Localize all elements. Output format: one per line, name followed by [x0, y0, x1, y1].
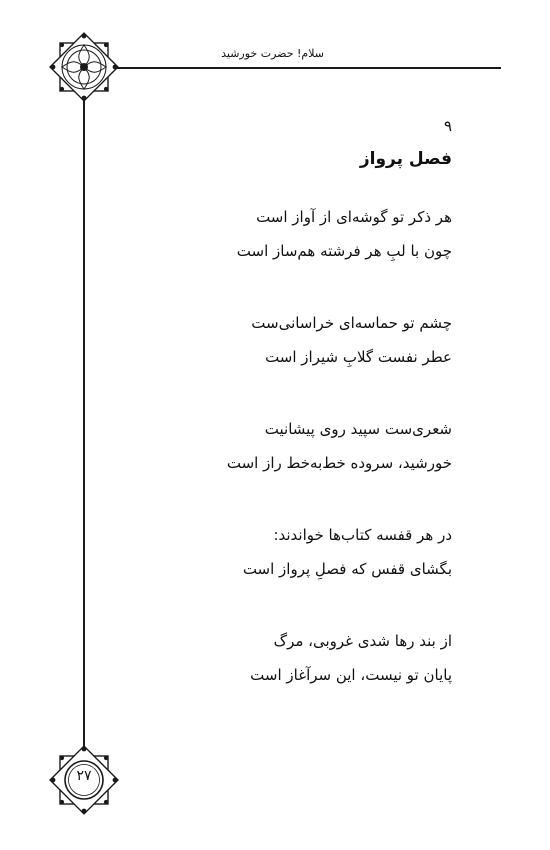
margin-rule: [83, 70, 85, 770]
verse-line: عطر نفست گلابِ شیراز است: [265, 348, 452, 366]
stanza: [92, 306, 452, 374]
poem-body: [92, 200, 452, 692]
verse-line: چشم تو حماسه‌ای خراسانی‌ست: [251, 314, 452, 332]
rosette-ornament-icon: [44, 27, 124, 107]
verse-line: شعری‌ست سپید روی پیشانیت: [264, 420, 452, 438]
verse-line: چون با لبِ هر فرشته هم‌ساز است: [236, 242, 452, 260]
verse-line: پایان تو نیست، این سرآغاز است: [250, 666, 452, 684]
stanza: [92, 624, 452, 692]
verse-line: از بند رها شدی غروبی، مرگ: [273, 632, 452, 650]
verse-line: بگشای قفس که فصلِ پرواز است: [242, 560, 452, 578]
poem-title: فصل پرواز: [359, 149, 452, 169]
poem: [92, 116, 452, 730]
stanza: [92, 200, 452, 268]
poem-number: ۹: [443, 117, 452, 135]
stanza: [92, 412, 452, 480]
stanza: [92, 518, 452, 586]
verse-line: هر ذکر تو گوشه‌ای از آواز است: [256, 208, 452, 226]
page-number: ۲۷: [76, 768, 92, 784]
header-rule: [85, 67, 501, 69]
verse-line: در هر قفسه کتاب‌ها خواندند:: [273, 526, 452, 544]
running-head-title: سلام! حضرت خورشید: [221, 47, 324, 60]
verse-line: خورشید، سروده خط‌به‌خط راز است: [226, 454, 452, 472]
